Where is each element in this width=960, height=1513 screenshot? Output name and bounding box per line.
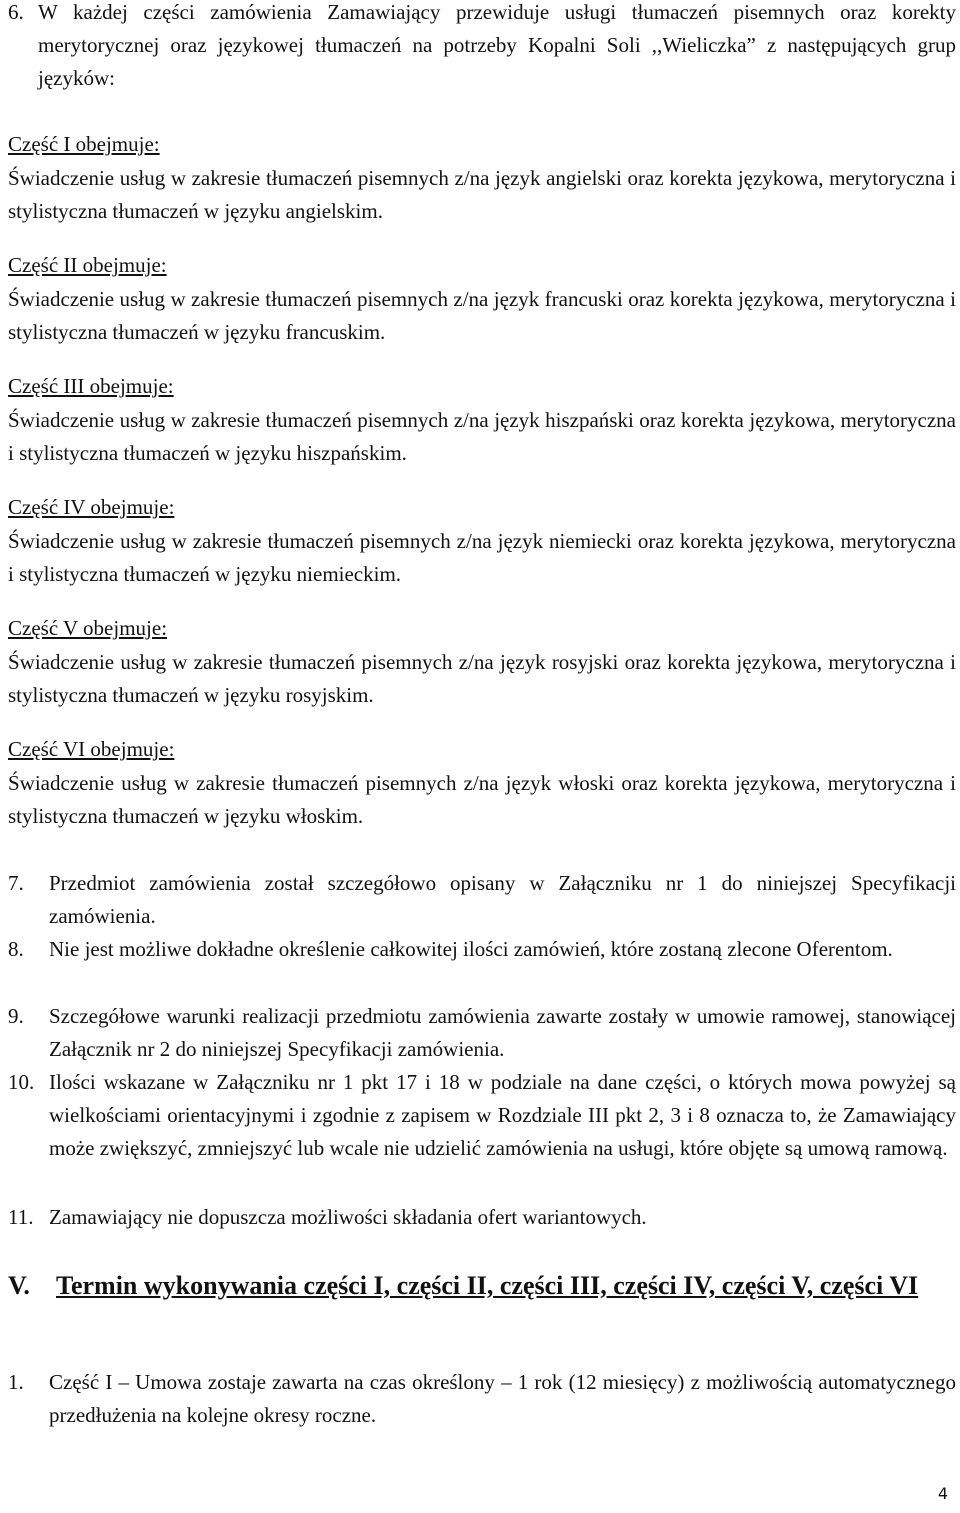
part-text-5: Świadczenie usług w zakresie tłumaczeń pisemnych z/na język rosyjski oraz korekta językowa, merytoryczna i stylistyczna tłumaczeń w języku rosyjskim. (8, 650, 956, 707)
list-text: Ilości wskazane w Załączniku nr 1 pkt 17 i 18 w podziale na dane części, o których mowa powyżej są wielkościami orientacyjnymi i zgodnie z zapisem w Rozdziale III pkt 2, 3 i 8 oznacza to, że Zamawiający może zwiększyć, zmniejszyć lub wcale nie udzielić zamówienia na usługi, które objęte są umową ramową. (49, 1070, 956, 1160)
part-text-1: Świadczenie usług w zakresie tłumaczeń pisemnych z/na język angielski oraz korekta językowa, merytoryczna i stylistyczna tłumaczeń w języku angielskim. (8, 166, 956, 223)
section-number: V. (8, 1271, 30, 1300)
part-heading-5: Część V obejmuje: (8, 616, 168, 640)
list-item-11 (8, 1201, 956, 1234)
part-heading-6: Część VI obejmuje: (8, 737, 175, 761)
part-text-4: Świadczenie usług w zakresie tłumaczeń pisemnych z/na język niemiecki oraz korekta językowa, merytoryczna i stylistyczna tłumaczeń w języku niemieckim. (8, 529, 956, 586)
part-heading-2: Część II obejmuje: (8, 253, 167, 277)
part-text-2: Świadczenie usług w zakresie tłumaczeń pisemnych z/na język francuski oraz korekta językowa, merytoryczna i stylistyczna tłumaczeń w języku francuskim. (8, 287, 956, 344)
list-text: Nie jest możliwe dokładne określenie całkowitej ilości zamówień, które zostaną zlecone Oferentom. (49, 937, 893, 961)
list-item-9 (8, 1000, 956, 1066)
list-item-7 (8, 867, 956, 933)
list-number: 11. (8, 1205, 34, 1229)
list-number: 1. (8, 1370, 24, 1394)
list-item-8 (8, 933, 956, 966)
list-text: Przedmiot zamówienia został szczegółowo opisany w Załączniku nr 1 do niniejszej Specyfikacji zamówienia. (49, 871, 956, 928)
part-text-6: Świadczenie usług w zakresie tłumaczeń pisemnych z/na język włoski oraz korekta językowa, merytoryczna i stylistyczna tłumaczeń w języku włoskim. (8, 771, 956, 828)
list-item-10 (8, 1066, 956, 1165)
part-text-3: Świadczenie usług w zakresie tłumaczeń pisemnych z/na język hiszpański oraz korekta językowa, merytoryczna i stylistyczna tłumaczeń w języku hiszpańskim. (8, 408, 956, 465)
list-number: 7. (8, 871, 24, 895)
list-text: Część I – Umowa zostaje zawarta na czas określony – 1 rok (12 miesięcy) z możliwością automatycznego przedłużenia na kolejne okresy roczne. (49, 1370, 956, 1427)
list-text: Szczegółowe warunki realizacji przedmiotu zamówienia zawarte zostały w umowie ramowej, stanowiącej Załącznik nr 2 do niniejszej Specyfikacji zamówienia. (49, 1004, 956, 1061)
part-heading-4: Część IV obejmuje: (8, 495, 175, 519)
list-number: 8. (8, 937, 24, 961)
part-heading-3: Część III obejmuje: (8, 374, 174, 398)
section-heading (8, 1266, 958, 1306)
section-title: Termin wykonywania części I, części II, części III, części IV, części V, części VI (56, 1271, 919, 1300)
list-number: 9. (8, 1004, 24, 1028)
part-heading-1: Część I obejmuje: (8, 132, 160, 156)
list-text: Zamawiający nie dopuszcza możliwości składania ofert wariantowych. (49, 1205, 647, 1229)
list-number: 10. (8, 1070, 35, 1094)
page-number: 4 (937, 1484, 948, 1503)
list-number: 6. (8, 0, 24, 24)
list-item-6 (8, 0, 956, 95)
list-text: W każdej części zamówienia Zamawiający przewiduje usługi tłumaczeń pisemnych oraz korekty merytorycznej oraz językowej tłumaczeń na potrzeby Kopalni Soli ,,Wieliczka” z następujących grup języków: (38, 0, 956, 90)
section-v-item-1 (8, 1366, 956, 1432)
